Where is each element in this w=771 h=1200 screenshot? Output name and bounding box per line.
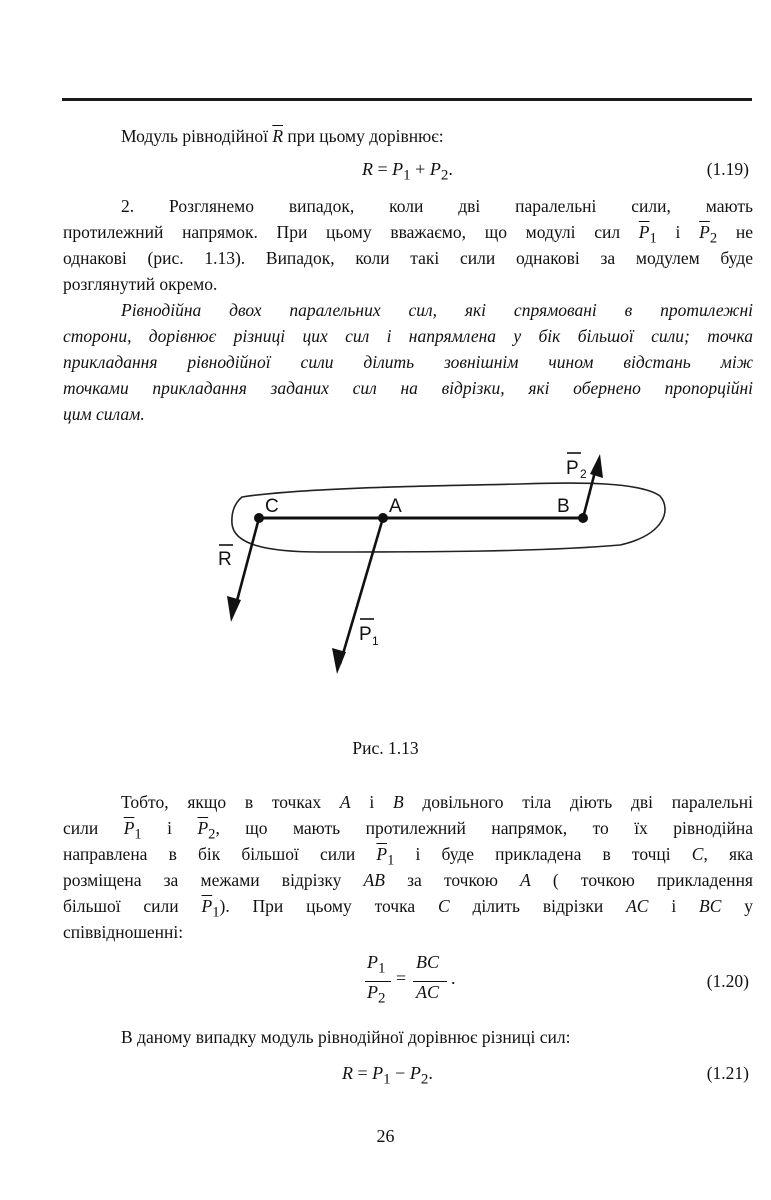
equation-1-21: $R = P_1 - P_2$. (342, 1063, 433, 1088)
rule-line-2: сторони, дорівнює різниці цих сил і напрямлена у бік більшої сили; точка (63, 326, 753, 346)
figure-1-13 (0, 440, 771, 710)
paragraph-3-line-6: співвідношенні: (63, 922, 184, 942)
frac-left-numerator: $P_1$ (367, 952, 386, 977)
line-before-equation-1-21: В даному випадку модуль рівнодійної дорівнює різниці сил: (121, 1027, 571, 1047)
label-p2-sub: 2 (580, 467, 587, 481)
force-r-arrowhead (227, 596, 241, 622)
paragraph-2-line-3: однакові (рис. 1.13). Випадок, коли такі сили однакові за модулем буде (63, 248, 753, 268)
paragraph-2-line-1: 2. Розглянемо випадок, коли дві паралельні сили, мають (121, 196, 753, 216)
force-p1-arrowhead (332, 648, 346, 674)
label-p2: P (566, 458, 579, 479)
paragraph-3-line-2: сили $\overline{P}_1$ і $\overline{P}_2$, що мають протилежний напрямок, то їх рівнодійна (63, 818, 753, 843)
rule-line-1: Рівнодійна двох паралельних сил, які спрямовані в протилежні (121, 300, 753, 320)
equation-1-19: $R = P_1 + P_2$. (362, 159, 453, 184)
label-b: B (557, 496, 570, 517)
paragraph-2-line-2: протилежний напрямок. При цьому вважаємо, що модулі сил $\overline{P}_1$ і $\overline{P}_2$ не (63, 222, 753, 247)
header-rule (62, 98, 752, 101)
frac-right-denominator: AC (416, 982, 440, 1002)
label-r: R (218, 549, 232, 570)
paragraph-2-line-4: розглянутий окремо. (63, 274, 218, 294)
label-c: C (265, 496, 279, 517)
paragraph-3-line-5: більшої сили $\overline{P}_1$). При цьому точка C ділить відрізки AC і BC у (63, 896, 753, 921)
force-p2-arrowhead (590, 454, 603, 478)
frac-left-denominator: $P_2$ (367, 982, 386, 1007)
equation-number-1-19: (1.19) (706, 159, 749, 179)
label-p1-sub: 1 (372, 634, 379, 648)
equation-number-1-20: (1.20) (706, 971, 749, 991)
frac-right-numerator: BC (416, 952, 440, 972)
equation-number-1-21: (1.21) (706, 1063, 749, 1083)
paragraph-3-line-4: розміщена за межами відрізку AB за точкою A ( точкою прикладення (63, 870, 753, 890)
rule-line-5: цим силам. (63, 404, 145, 424)
equation-1-20: $P_1$ $P_2$ = BC AC . (367, 952, 456, 1007)
page-number: 26 (376, 1126, 395, 1146)
rule-line-4: точками прикладання заданих сил на відрізки, які обернено пропорційні (63, 378, 753, 398)
label-a: A (389, 496, 402, 517)
figure-caption: Рис. 1.13 (352, 738, 419, 758)
rule-line-3: прикладання рівнодійної сили ділить зовнішнім чином відстань між (63, 352, 753, 372)
label-p1: P (359, 624, 372, 645)
paragraph-3-line-1: Тобто, якщо в точках A і B довільного тіла діють дві паралельні (121, 792, 753, 812)
force-r-line (234, 518, 259, 612)
paragraph-3-line-3: направлена в бік більшої сили $\overline{P}_1$ і буде прикладена в точці C, яка (63, 844, 753, 869)
intro-line: Модуль рівнодійної $\overline{R}$ при цьому дорівнює: (121, 126, 444, 146)
